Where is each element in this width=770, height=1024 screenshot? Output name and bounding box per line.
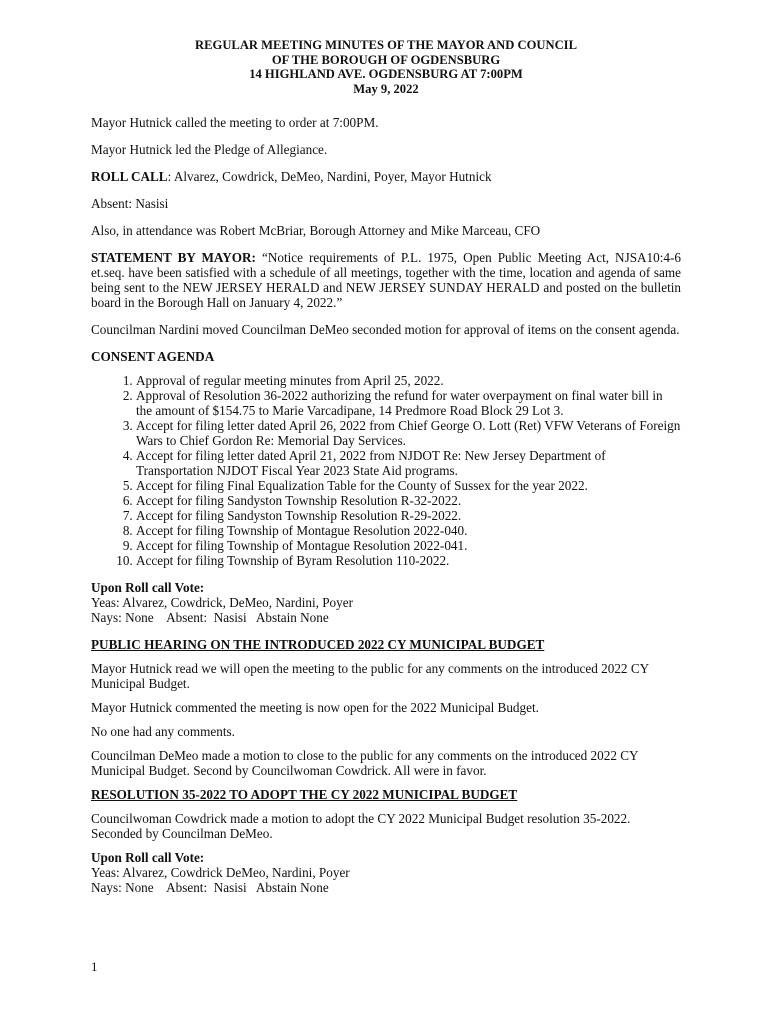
header-title-line-1: REGULAR MEETING MINUTES OF THE MAYOR AND COUNCIL bbox=[195, 38, 577, 52]
list-item: 5. Accept for filing Final Equalization Table for the County of Sussex for the year 2022. bbox=[136, 478, 681, 493]
public-hearing-p2: Mayor Hutnick commented the meeting is now open for the 2022 Municipal Budget. bbox=[91, 700, 539, 715]
vote1-label: Upon Roll call Vote: bbox=[91, 580, 205, 595]
public-hearing-title: PUBLIC HEARING ON THE INTRODUCED 2022 CY MUNICIPAL BUDGET bbox=[91, 637, 545, 652]
header-title-line-2: OF THE BOROUGH OF OGDENSBURG bbox=[271, 52, 501, 67]
public-hearing-p1: Mayor Hutnick read we will open the meeting to the public for any comments on the introduced 2022 CY Municipal Budget. bbox=[91, 661, 649, 691]
list-item: 4. Accept for filing letter dated April 21, 2022 from NJDOT Re: New Jersey Department of Transportation NJDOT Fiscal Year 2023 State Aid programs. bbox=[136, 448, 681, 478]
pledge: Mayor Hutnick led the Pledge of Allegiance. bbox=[91, 142, 328, 157]
roll-call-text: : Alvarez, Cowdrick, DeMeo, Nardini, Poyer, Mayor Hutnick bbox=[167, 169, 492, 184]
consent-agenda-list bbox=[91, 373, 681, 568]
public-hearing-p3: No one had any comments. bbox=[91, 724, 235, 739]
public-hearing-p4: Councilman DeMeo made a motion to close to the public for any comments on the introduced 2022 CY Municipal Budget. Second by Councilwoman Cowdrick. All were in favor. bbox=[91, 748, 639, 778]
mayor-statement bbox=[91, 250, 681, 310]
vote2-yeas: Yeas: Alvarez, Cowdrick DeMeo, Nardini, Poyer bbox=[91, 865, 350, 880]
list-item: 9. Accept for filing Township of Montague Resolution 2022-041. bbox=[136, 538, 681, 553]
consent-agenda-title: CONSENT AGENDA bbox=[91, 349, 215, 364]
attendance-line: Also, in attendance was Robert McBriar, Borough Attorney and Mike Marceau, CFO bbox=[91, 223, 541, 238]
document-page bbox=[91, 38, 681, 895]
list-item: 6. Accept for filing Sandyston Township Resolution R-32-2022. bbox=[136, 493, 681, 508]
document-header bbox=[91, 38, 681, 96]
absent-line: Absent: Nasisi bbox=[91, 196, 169, 211]
vote1-nays: Nays: None Absent: Nasisi Abstain None bbox=[91, 610, 329, 625]
vote1-yeas: Yeas: Alvarez, Cowdrick, DeMeo, Nardini, Poyer bbox=[91, 595, 353, 610]
list-item: 1. Approval of regular meeting minutes from April 25, 2022. bbox=[136, 373, 681, 388]
list-item: 3. Accept for filing letter dated April 26, 2022 from Chief George O. Lott (Ret) VFW Veterans of Foreign Wars to Chief Gordon Re: Memorial Day Services. bbox=[136, 418, 681, 448]
page-number: 1 bbox=[91, 959, 98, 974]
vote2-nays: Nays: None Absent: Nasisi Abstain None bbox=[91, 880, 329, 895]
mayor-statement-text: “Notice requirements of P.L. 1975, Open Public Meeting Act, NJSA10:4-6 et.seq. have been satisfied with a schedule of all meetings, together with the time, location and agenda of same being sent to the NEW JERSEY HERALD and NEW JERSEY SUNDAY HERALD and posted on the bulletin board in the Borough Hall on January 4, 2022.” bbox=[91, 250, 681, 310]
list-item: 7. Accept for filing Sandyston Township Resolution R-29-2022. bbox=[136, 508, 681, 523]
resolution-title: RESOLUTION 35-2022 TO ADOPT THE CY 2022 MUNICIPAL BUDGET bbox=[91, 787, 518, 802]
resolution-p1: Councilwoman Cowdrick made a motion to adopt the CY 2022 Municipal Budget resolution 35-2022. Seconded by Councilman DeMeo. bbox=[91, 811, 631, 841]
roll-call-label: ROLL CALL bbox=[91, 169, 168, 184]
header-date-line: May 9, 2022 bbox=[353, 81, 419, 96]
list-item: 8. Accept for filing Township of Montague Resolution 2022-040. bbox=[136, 523, 681, 538]
list-item: 2. Approval of Resolution 36-2022 authorizing the refund for water overpayment on final water bill in the amount of $154.75 to Marie Varcadipane, 14 Predmore Road Block 29 Lot 3. bbox=[136, 388, 681, 418]
vote2-label: Upon Roll call Vote: bbox=[91, 850, 205, 865]
call-to-order: Mayor Hutnick called the meeting to order at 7:00PM. bbox=[91, 115, 379, 130]
roll-call bbox=[91, 169, 681, 184]
mayor-statement-label: STATEMENT BY MAYOR: bbox=[91, 250, 256, 265]
list-item: 10. Accept for filing Township of Byram Resolution 110-2022. bbox=[136, 553, 681, 568]
header-address-line: 14 HIGHLAND AVE. OGDENSBURG AT 7:00PM bbox=[249, 67, 523, 81]
consent-motion: Councilman Nardini moved Councilman DeMeo seconded motion for approval of items on the consent agenda. bbox=[91, 322, 680, 337]
